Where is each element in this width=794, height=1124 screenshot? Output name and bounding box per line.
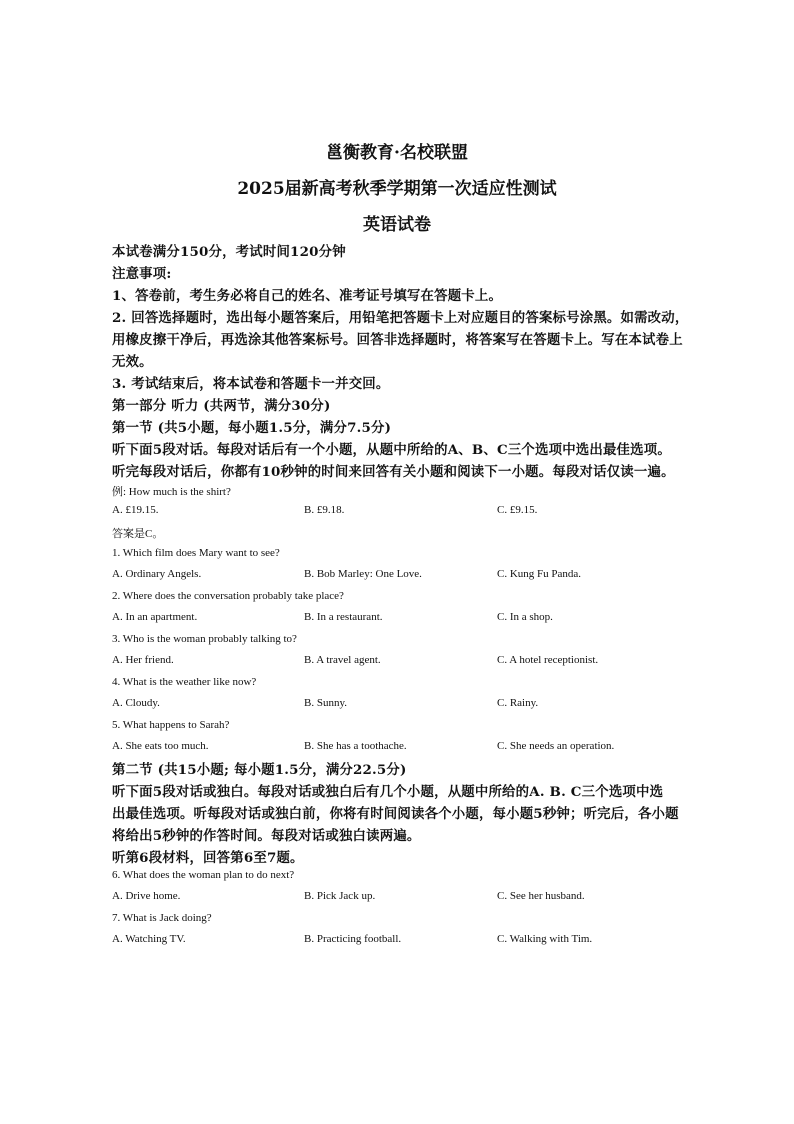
example-question: 例: How much is the shirt? bbox=[112, 486, 231, 498]
question-text: 3. Who is the woman probably talking to? bbox=[112, 633, 297, 645]
org-title: 邕衡教育·名校联盟 bbox=[326, 143, 468, 163]
section2-title: 第二节 (共15小题; 每小题1.5分，满分22.5分) bbox=[112, 762, 407, 778]
section2-instructions-line-1: 听下面5段对话或独白。每段对话或独白后有几个小题，从题中所给的A. B. C三个选项中选 bbox=[112, 784, 664, 800]
option-c: C. See her husband. bbox=[497, 890, 585, 902]
section1-title: 第一节 (共5小题，每小题1.5分，满分7.5分) bbox=[112, 420, 392, 436]
option-a: A. Ordinary Angels. bbox=[112, 568, 202, 580]
section2-instructions-line-2: 出最佳选项。听每段对话或独白前，你将有时间阅读各个小题，每小题5秒钟；听完后，各小题 bbox=[112, 806, 679, 822]
rule-2-line-3: 无效。 bbox=[112, 354, 153, 370]
rule-1: 1、答卷前，考生务必将自己的姓名、准考证号填写在答题卡上。 bbox=[112, 288, 503, 304]
option-a: A. Watching TV. bbox=[112, 933, 186, 945]
option-b: B. Pick Jack up. bbox=[304, 890, 376, 902]
example-option-c: C. £9.15. bbox=[497, 504, 538, 516]
question-text: 7. What is Jack doing? bbox=[112, 912, 212, 924]
option-c: C. In a shop. bbox=[497, 611, 553, 623]
option-a: A. Drive home. bbox=[112, 890, 181, 902]
question-text: 2. Where does the conversation probably take place? bbox=[112, 590, 344, 602]
question-text: 6. What does the woman plan to do next? bbox=[112, 869, 295, 881]
option-c: C. Rainy. bbox=[497, 697, 539, 709]
example-option-b: B. £9.18. bbox=[304, 504, 345, 516]
section2-instructions-line-3: 将给出5秒钟的作答时间。每段对话或独白读两遍。 bbox=[112, 828, 421, 844]
question-text: 4. What is the weather like now? bbox=[112, 676, 257, 688]
option-a: A. Her friend. bbox=[112, 654, 174, 666]
rule-2-line-1: 2. 回答选择题时，选出每小题答案后，用铅笔把答题卡上对应题目的答案标号涂黑。如需改动， bbox=[112, 310, 689, 326]
option-b: B. In a restaurant. bbox=[304, 611, 383, 623]
section1-instructions-line-1: 听下面5段对话。每段对话后有一个小题，从题中所给的A、B、C三个选项中选出最佳选项。 bbox=[112, 442, 671, 458]
option-c: C. Walking with Tim. bbox=[497, 933, 593, 945]
option-a: A. Cloudy. bbox=[112, 697, 160, 709]
score-time: 本试卷满分150分，考试时间120分钟 bbox=[112, 244, 346, 260]
option-a: A. In an apartment. bbox=[112, 611, 198, 623]
option-b: B. Bob Marley: One Love. bbox=[304, 568, 422, 580]
rule-3: 3. 考试结束后，将本试卷和答题卡一并交回。 bbox=[112, 376, 390, 392]
option-b: B. A travel agent. bbox=[304, 654, 381, 666]
exam-title: 2025届新高考秋季学期第一次适应性测试 bbox=[237, 179, 557, 199]
example-option-a: A. £19.15. bbox=[112, 504, 159, 516]
question-text: 1. Which film does Mary want to see? bbox=[112, 547, 280, 559]
example-answer: 答案是C。 bbox=[112, 528, 164, 540]
subject-title: 英语试卷 bbox=[363, 215, 431, 235]
section1-instructions-line-2: 听完每段对话后，你都有10秒钟的时间来回答有关小题和阅读下一小题。每段对话仅读一遍。 bbox=[112, 464, 675, 480]
part1-title: 第一部分 听力 (共两节，满分30分) bbox=[112, 398, 331, 414]
option-c: C. Kung Fu Panda. bbox=[497, 568, 582, 580]
option-c: C. She needs an operation. bbox=[497, 740, 615, 752]
option-b: B. Sunny. bbox=[304, 697, 347, 709]
question-text: 5. What happens to Sarah? bbox=[112, 719, 230, 731]
option-a: A. She eats too much. bbox=[112, 740, 209, 752]
option-b: B. She has a toothache. bbox=[304, 740, 407, 752]
notice-title: 注意事项: bbox=[112, 266, 172, 282]
option-b: B. Practicing football. bbox=[304, 933, 402, 945]
rule-2-line-2: 用橡皮擦干净后，再选涂其他答案标号。回答非选择题时，将答案写在答题卡上。写在本试卷上 bbox=[112, 332, 683, 348]
material-6-heading: 听第6段材料，回答第6至7题。 bbox=[112, 850, 304, 866]
option-c: C. A hotel receptionist. bbox=[497, 654, 599, 666]
